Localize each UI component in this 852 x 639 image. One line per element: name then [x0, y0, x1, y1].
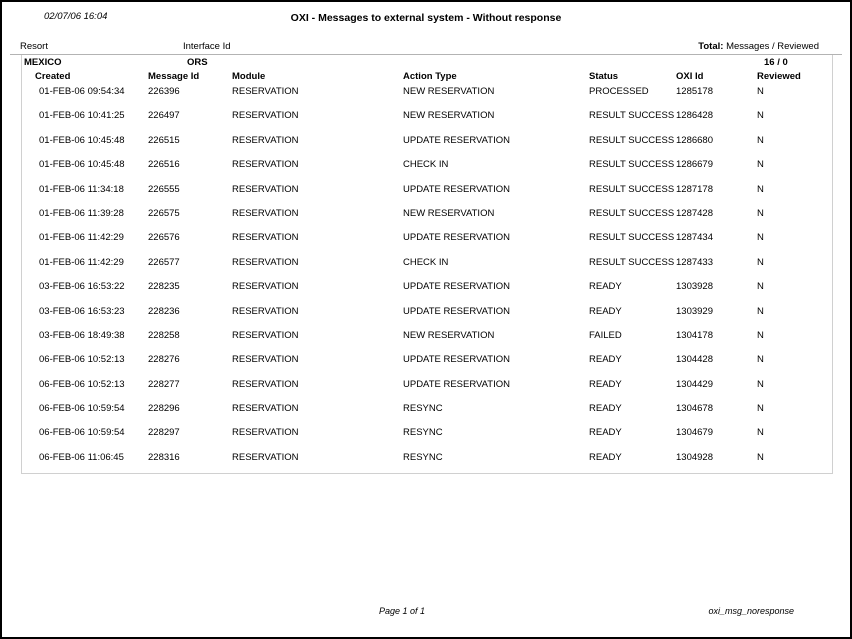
cell-message-id: 226396: [148, 86, 180, 97]
cell-message-id: 226576: [148, 232, 180, 244]
cell-action-type: NEW RESERVATION: [403, 329, 495, 341]
cell-created: 03-FEB-06 16:53:22: [39, 281, 125, 293]
cell-action-type: NEW RESERVATION: [403, 86, 495, 97]
cell-module: RESERVATION: [232, 232, 299, 244]
col-header-created: Created: [35, 71, 71, 82]
cell-reviewed: N: [757, 159, 764, 171]
cell-action-type: UPDATE RESERVATION: [403, 232, 510, 244]
cell-status: READY: [589, 305, 622, 317]
cell-module: RESERVATION: [232, 134, 299, 146]
cell-message-id: 228236: [148, 305, 180, 317]
table-body: [22, 84, 833, 474]
cell-action-type: UPDATE RESERVATION: [403, 305, 510, 317]
cell-reviewed: N: [757, 232, 764, 244]
cell-reviewed: N: [757, 427, 764, 439]
cell-oxi-id: 1285178: [676, 86, 713, 97]
cell-reviewed: N: [757, 281, 764, 293]
table-row: [22, 328, 833, 352]
cell-oxi-id: 1304679: [676, 427, 713, 439]
cell-module: RESERVATION: [232, 159, 299, 171]
cell-action-type: UPDATE RESERVATION: [403, 281, 510, 293]
cell-status: RESULT SUCCESS: [589, 159, 675, 171]
cell-message-id: 228316: [148, 451, 180, 463]
cell-created: 01-FEB-06 09:54:34: [39, 86, 125, 97]
cell-module: RESERVATION: [232, 329, 299, 341]
table-row: [22, 230, 833, 254]
cell-module: RESERVATION: [232, 354, 299, 366]
cell-created: 06-FEB-06 11:06:45: [39, 451, 124, 463]
col-header-reviewed: Reviewed: [757, 71, 801, 82]
cell-module: RESERVATION: [232, 256, 299, 268]
cell-reviewed: N: [757, 86, 764, 97]
interface-id-label: Interface Id: [183, 41, 231, 52]
total-caption: Messages / Reviewed: [726, 41, 819, 52]
page-title: OXI - Messages to external system - Without response: [290, 12, 562, 24]
cell-reviewed: N: [757, 134, 764, 146]
table-row: [22, 279, 833, 303]
table-row: [22, 255, 833, 279]
cell-action-type: NEW RESERVATION: [403, 207, 495, 219]
cell-created: 06-FEB-06 10:59:54: [39, 427, 125, 439]
cell-module: RESERVATION: [232, 451, 299, 463]
cell-module: RESERVATION: [232, 305, 299, 317]
cell-oxi-id: 1286428: [676, 110, 713, 122]
cell-status: RESULT SUCCESS: [589, 207, 675, 219]
cell-oxi-id: 1286680: [676, 134, 713, 146]
cell-action-type: UPDATE RESERVATION: [403, 134, 510, 146]
cell-oxi-id: 1287433: [676, 256, 713, 268]
cell-status: PROCESSED: [589, 86, 649, 97]
cell-message-id: 226515: [148, 134, 180, 146]
cell-reviewed: N: [757, 183, 764, 195]
cell-reviewed: N: [757, 451, 764, 463]
resort-label: Resort: [20, 41, 48, 52]
cell-module: RESERVATION: [232, 378, 299, 390]
cell-reviewed: N: [757, 110, 764, 122]
report-name: oxi_msg_noresponse: [708, 606, 794, 616]
col-header-message-id: Message Id: [148, 71, 200, 82]
cell-action-type: UPDATE RESERVATION: [403, 183, 510, 195]
table-row: [22, 401, 833, 425]
col-header-oxi-id: OXI Id: [676, 71, 704, 82]
cell-oxi-id: 1304428: [676, 354, 713, 366]
table-row: [22, 206, 833, 230]
cell-action-type: CHECK IN: [403, 256, 449, 268]
cell-reviewed: N: [757, 329, 764, 341]
cell-module: RESERVATION: [232, 86, 299, 97]
table-row: [22, 182, 833, 206]
cell-message-id: 228276: [148, 354, 180, 366]
cell-oxi-id: 1286679: [676, 159, 713, 171]
cell-message-id: 228258: [148, 329, 180, 341]
cell-status: RESULT SUCCESS: [589, 110, 675, 122]
cell-message-id: 226577: [148, 256, 180, 268]
cell-action-type: RESYNC: [403, 427, 443, 439]
group-row: [22, 55, 832, 69]
cell-oxi-id: 1304928: [676, 451, 713, 463]
cell-oxi-id: 1304429: [676, 378, 713, 390]
cell-reviewed: N: [757, 403, 764, 415]
group-resort-value: MEXICO: [24, 57, 62, 68]
cell-action-type: CHECK IN: [403, 159, 449, 171]
cell-status: RESULT SUCCESS: [589, 183, 675, 195]
cell-action-type: UPDATE RESERVATION: [403, 378, 510, 390]
cell-created: 03-FEB-06 18:49:38: [39, 329, 125, 341]
cell-created: 03-FEB-06 16:53:23: [39, 305, 125, 317]
cell-module: RESERVATION: [232, 110, 299, 122]
cell-module: RESERVATION: [232, 403, 299, 415]
cell-reviewed: N: [757, 305, 764, 317]
cell-module: RESERVATION: [232, 183, 299, 195]
cell-oxi-id: 1287428: [676, 207, 713, 219]
table-row: [22, 133, 833, 157]
cell-status: FAILED: [589, 329, 622, 341]
table-row: [22, 352, 833, 376]
cell-oxi-id: 1287434: [676, 232, 713, 244]
report-table-frame: [21, 55, 833, 474]
cell-message-id: 226575: [148, 207, 180, 219]
cell-status: READY: [589, 427, 622, 439]
cell-created: 01-FEB-06 10:45:48: [39, 134, 125, 146]
col-header-status: Status: [589, 71, 619, 82]
col-header-module: Module: [232, 71, 266, 82]
cell-created: 06-FEB-06 10:59:54: [39, 403, 125, 415]
cell-message-id: 228297: [148, 427, 180, 439]
cell-action-type: UPDATE RESERVATION: [403, 354, 510, 366]
cell-status: READY: [589, 403, 622, 415]
cell-oxi-id: 1304178: [676, 329, 713, 341]
cell-reviewed: N: [757, 378, 764, 390]
cell-reviewed: N: [757, 256, 764, 268]
col-header-action-type: Action Type: [403, 71, 457, 82]
table-row: [22, 377, 833, 401]
cell-created: 01-FEB-06 10:45:48: [39, 159, 125, 171]
cell-created: 01-FEB-06 11:42:29: [39, 232, 124, 244]
cell-status: RESULT SUCCESS: [589, 232, 675, 244]
cell-oxi-id: 1303929: [676, 305, 713, 317]
cell-status: READY: [589, 451, 622, 463]
group-total-value: 16 / 0: [764, 57, 788, 68]
cell-message-id: 228235: [148, 281, 180, 293]
page-number: Page 1 of 1: [379, 606, 426, 616]
cell-created: 06-FEB-06 10:52:13: [39, 354, 125, 366]
table-row: [22, 157, 833, 181]
cell-status: RESULT SUCCESS: [589, 256, 675, 268]
group-interface-value: ORS: [187, 57, 208, 68]
cell-message-id: 226497: [148, 110, 180, 122]
cell-module: RESERVATION: [232, 207, 299, 219]
report-datetime: 02/07/06 16:04: [44, 11, 108, 22]
table-row: [22, 304, 833, 328]
cell-action-type: RESYNC: [403, 403, 443, 415]
total-label: Total:: [698, 41, 724, 52]
cell-created: 01-FEB-06 11:34:18: [39, 183, 124, 195]
cell-oxi-id: 1287178: [676, 183, 713, 195]
cell-message-id: 228277: [148, 378, 180, 390]
cell-reviewed: N: [757, 354, 764, 366]
cell-status: READY: [589, 354, 622, 366]
total-label-group: [698, 41, 819, 52]
cell-status: READY: [589, 378, 622, 390]
cell-created: 01-FEB-06 11:39:28: [39, 207, 124, 219]
table-row: [22, 84, 833, 108]
table-row: [22, 450, 833, 474]
cell-message-id: 226516: [148, 159, 180, 171]
cell-status: RESULT SUCCESS: [589, 134, 675, 146]
cell-created: 01-FEB-06 10:41:25: [39, 110, 125, 122]
cell-module: RESERVATION: [232, 427, 299, 439]
cell-module: RESERVATION: [232, 281, 299, 293]
messages-table: [22, 69, 833, 474]
cell-status: READY: [589, 281, 622, 293]
cell-action-type: NEW RESERVATION: [403, 110, 495, 122]
cell-oxi-id: 1303928: [676, 281, 713, 293]
cell-message-id: 228296: [148, 403, 180, 415]
cell-action-type: RESYNC: [403, 451, 443, 463]
cell-reviewed: N: [757, 207, 764, 219]
cell-created: 01-FEB-06 11:42:29: [39, 256, 124, 268]
cell-oxi-id: 1304678: [676, 403, 713, 415]
table-row: [22, 425, 833, 449]
table-header-row: [22, 69, 833, 84]
table-row: [22, 108, 833, 132]
cell-created: 06-FEB-06 10:52:13: [39, 378, 125, 390]
cell-message-id: 226555: [148, 183, 180, 195]
